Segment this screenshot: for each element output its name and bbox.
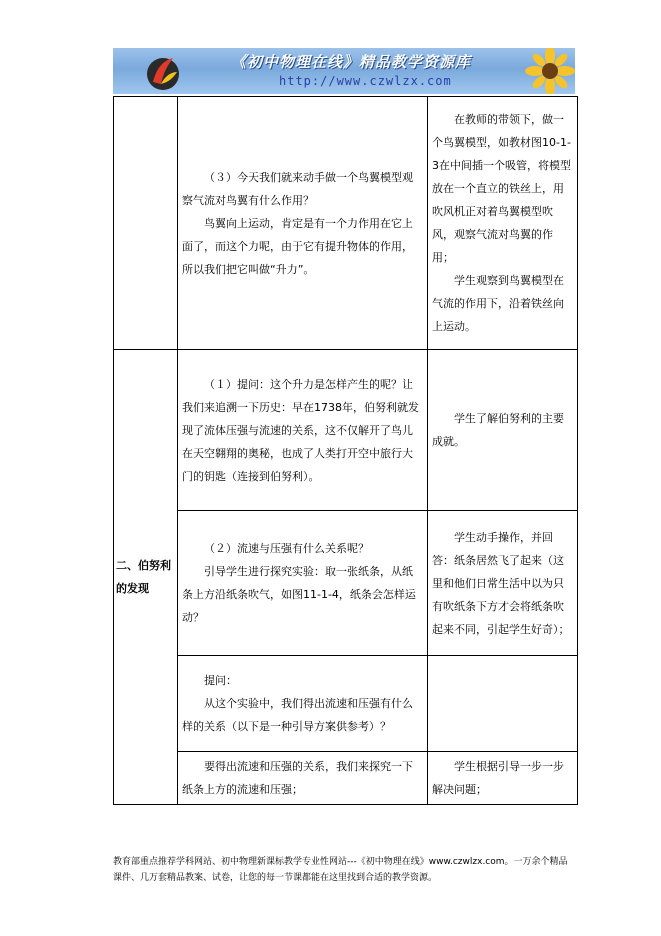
table-row — [114, 752, 578, 805]
teacher-cell: （１）提问：这个升力是怎样产生的呢？让我们来追溯一下历史：早在1738年，伯努利就发现了流体压强与流速的关系，这不仅解开了鸟儿在天空翱翔的奥秘，也成了人类打开空中旅行大门的钥匙（连接到伯努利）。 — [178, 350, 428, 511]
lesson-table — [113, 96, 578, 805]
teacher-cell: 要得出流速和压强的关系，我们来探究一下纸条上方的流速和压强； — [178, 752, 428, 805]
teacher-cell: 提问： 从这个实验中，我们得出流速和压强有什么样的关系（以下是一种引导方案供参考）？ — [178, 656, 428, 752]
header-banner — [113, 48, 575, 94]
student-cell: 学生动手操作，并回答：纸条居然飞了起来（这里和他们日常生活中以为只有吹纸条下方才会将纸条吹起来不同，引起学生好奇）； — [428, 511, 578, 656]
table-row — [114, 97, 578, 350]
table-row — [114, 350, 578, 511]
banner-title: 《初中物理在线》精品教学资源库 — [231, 53, 472, 71]
logo-icon — [143, 52, 183, 92]
footer-note: 教育部重点推荐学科网站、初中物理新课标教学专业性网站---《初中物理在线》www.czwlzx.com。一万余个精品课件、几万套精品教案、试卷，让您的每一节课都能在这里找到合适的教学资源。 — [113, 857, 568, 883]
teacher-cell: （２）流速与压强有什么关系呢？ 引导学生进行探究实验：取一张纸条，从纸条上方沿纸条吹气，如图11-1-4，纸条会怎样运动？ — [178, 511, 428, 656]
table-row — [114, 511, 578, 656]
student-cell: 学生根据引导一步一步解决问题； — [428, 752, 578, 805]
student-cell: 学生了解伯努利的主要成就。 — [428, 350, 578, 511]
section-cell — [114, 97, 178, 350]
student-cell — [428, 656, 578, 752]
teacher-cell: （３）今天我们就来动手做一个鸟翼模型观察气流对鸟翼有什么作用？ 鸟翼向上运动，肯定是有一个力作用在它上面了，而这个力呢，由于它有提升物体的作用，所以我们把它叫做“升力”。 — [178, 97, 428, 350]
table-row — [114, 656, 578, 752]
banner-url[interactable]: http://www.czwlzx.com — [279, 74, 452, 88]
student-cell: 在教师的带领下，做一个鸟翼模型，如教材图10-1-3在中间插一个吸管，将模型放在一个直立的铁丝上，用吹风机正对着鸟翼模型吹风，观察气流对鸟翼的作用； 学生观察到鸟翼模型在气流的作用下，沿着铁丝向上运动。 — [428, 97, 578, 350]
section-label: 二、伯努利的发现 — [114, 350, 178, 805]
sunflower-icon — [505, 48, 575, 94]
